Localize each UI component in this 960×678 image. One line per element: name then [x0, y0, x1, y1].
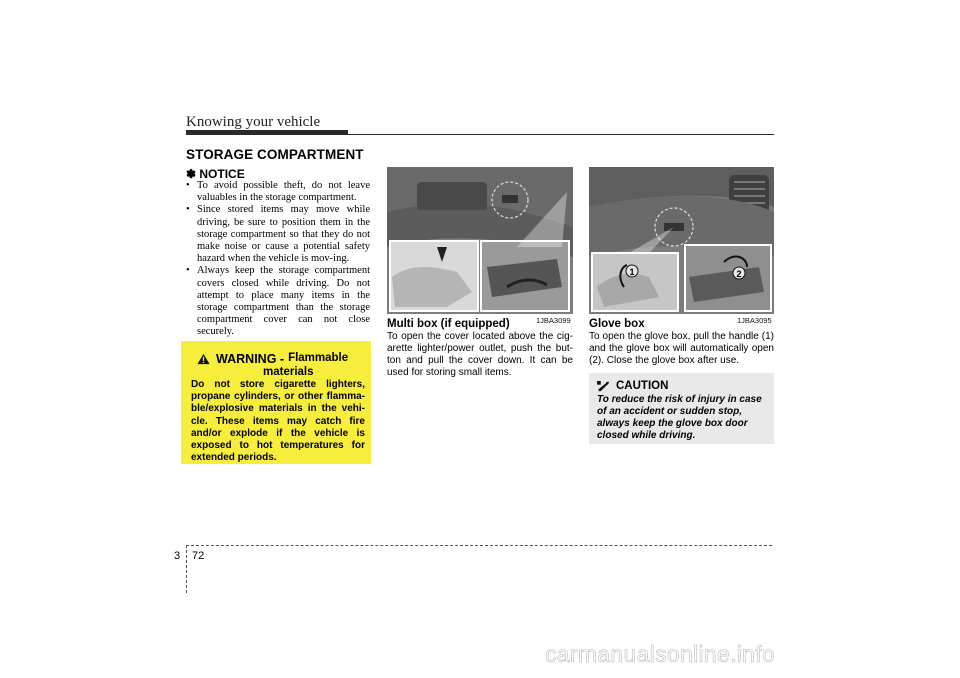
notice-title: ✽ NOTICE — [186, 167, 245, 181]
warning-box — [181, 341, 371, 464]
caution-label: CAUTION — [616, 380, 669, 392]
glovebox-title: Glove box — [589, 318, 645, 330]
multibox-illustration — [387, 167, 573, 314]
warning-triangle-icon — [197, 353, 210, 365]
callout-2-label: 2 — [736, 269, 742, 279]
multibox-text: To open the cover located above the cig-arette lighter/power outlet, push the but-ton and pull the cover down. It can be used for storing small items. — [387, 331, 573, 378]
notice-list — [186, 180, 370, 339]
section-title: STORAGE COMPARTMENT — [186, 147, 364, 162]
footer-vertical-rule — [186, 545, 187, 593]
caution-header — [597, 380, 668, 392]
warning-subject: Flammable — [288, 352, 349, 364]
caution-icon — [597, 381, 610, 392]
notice-item: • Always keep the storage compartment covers closed while driving. Do not attempt to place many items in the storage compartment than the storage compartment cover can not close securely. — [186, 265, 370, 338]
multibox-title: Multi box (if equipped) — [387, 318, 510, 330]
glovebox-illustration — [589, 167, 774, 314]
warning-subject-cont: materials — [263, 366, 314, 378]
glovebox-image-code: 1JBA3095 — [737, 316, 772, 325]
caution-box — [589, 373, 774, 444]
warning-header — [197, 352, 348, 366]
caution-text: To reduce the risk of injury in case of an accident or sudden stop, always keep the glove box door closed while driving. — [597, 394, 762, 441]
notice-item: • To avoid possible theft, do not leave valuables in the storage compartment. — [186, 180, 370, 204]
callout-1-label: 1 — [629, 267, 635, 277]
glovebox-text: To open the glove box, pull the handle (1) and the glove box will automatically open (2). Close the glove box after use. — [589, 331, 774, 366]
notice-item: • Since stored items may move while driving, be sure to position them in the storage compartment so that they do not make noise or cause a potential safety hazard when the vehicle is mov-ing. — [186, 204, 370, 265]
multibox-image-code: 1JBA3099 — [536, 316, 571, 325]
running-header: Knowing your vehicle — [186, 114, 321, 130]
chapter-number: 3 — [174, 550, 181, 562]
warning-label: WARNING - — [216, 352, 285, 366]
warning-text: Do not store cigarette lighters, propane cylinders, or other flamma-ble/explosive materials in the vehi-cle. These items may catch fire and/or explode if the vehicle is exposed to hot temperatures for extended periods. — [191, 379, 365, 464]
page-number: 72 — [192, 550, 205, 562]
footer-rule — [186, 545, 772, 546]
watermark: carmanualsonline.info — [545, 641, 776, 667]
header-rule-thin — [186, 134, 774, 135]
glovebox-photo — [589, 167, 774, 314]
multibox-photo — [387, 167, 573, 314]
